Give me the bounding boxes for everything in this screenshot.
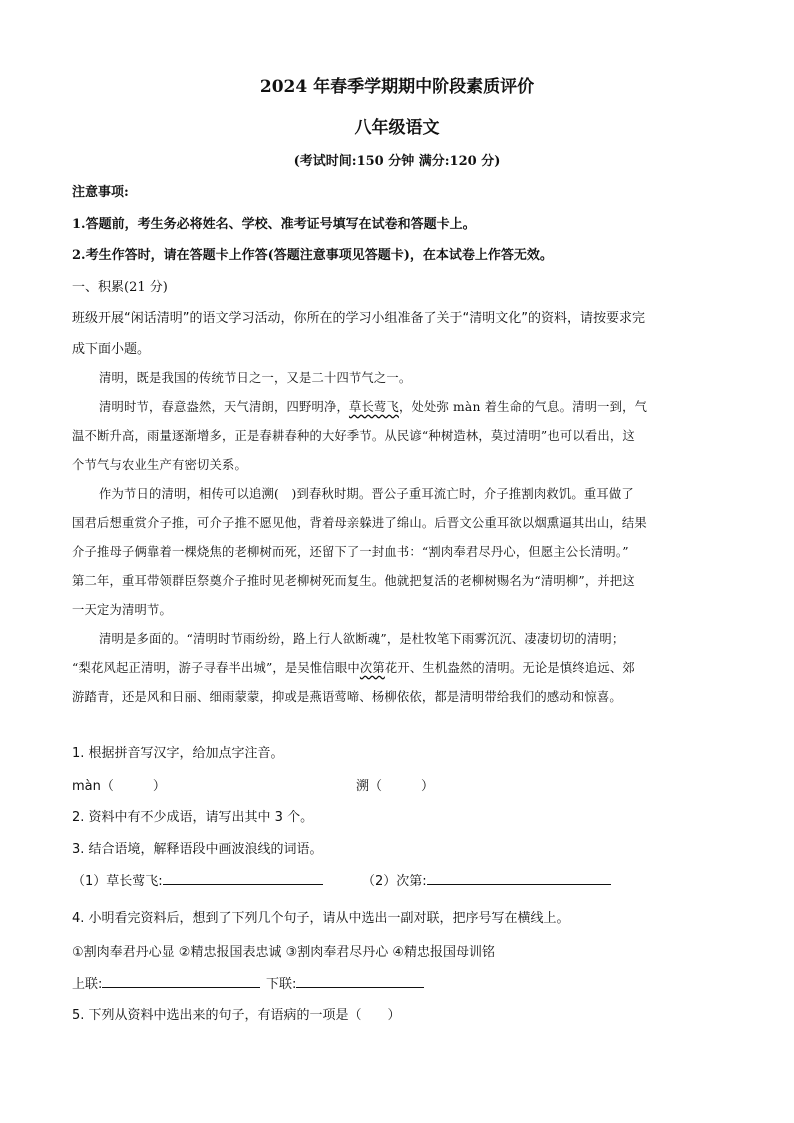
passage-paragraph-3-line5: 一天定为清明节。 bbox=[72, 603, 172, 617]
upper-couplet-label: 上联: bbox=[72, 977, 103, 992]
passage-paragraph-2-line1 bbox=[72, 393, 722, 422]
answer-line[interactable] bbox=[163, 870, 323, 885]
passage-paragraph-4-line1: 清明是多面的。“清明时节雨纷纷，路上行人欲断魂”，是杜牧笔下雨雾沉沉、凄凄切切的清明； bbox=[99, 632, 625, 646]
answer-line[interactable] bbox=[296, 973, 424, 988]
question-1-blank-man[interactable]: màn（ ） bbox=[72, 779, 166, 794]
question-1: 1. 根据拼音写汉字，给加点字注音。 bbox=[72, 746, 284, 761]
question-3-part1 bbox=[72, 870, 323, 889]
answer-line[interactable] bbox=[427, 870, 611, 885]
passage-paragraph-3-line1: 作为节日的清明，相传可以追溯( )到春秋时期。晋公子重耳流亡时，介子推割肉救饥。重耳做了 bbox=[99, 487, 634, 501]
passage-text: 清明时节，春意盎然，天气清朗，四野明净， bbox=[99, 400, 349, 414]
question-2: 2. 资料中有不少成语，请写出其中 3 个。 bbox=[72, 810, 314, 825]
answer-line[interactable] bbox=[102, 973, 260, 988]
lower-couplet-label: 下联: bbox=[266, 977, 297, 992]
question-3-label-2: （2）次第: bbox=[362, 874, 427, 889]
notes-item-1: 1.答题前，考生务必将姓名、学校、准考证号填写在试卷和答题卡上。 bbox=[72, 217, 476, 232]
section-intro-line1: 班级开展“闲话清明”的语文学习活动，你所在的学习小组准备了关于“清明文化”的资料，请按要求完 bbox=[72, 311, 645, 326]
question-5: 5. 下列从资料中选出来的句子，有语病的一项是（ ） bbox=[72, 1008, 401, 1023]
wavy-underlined-term: 草长莺飞 bbox=[348, 400, 399, 414]
passage-paragraph-3-line4: 第二年，重耳带领群臣祭奠介子推时见老柳树死而复生。他就把复活的老柳树赐名为“清明柳”，并把这 bbox=[72, 574, 635, 588]
question-4: 4. 小明看完资料后，想到了下列几个句子，请从中选出一副对联，把序号写在横线上。 bbox=[72, 911, 570, 926]
question-4-upper-couplet bbox=[72, 973, 260, 992]
passage-paragraph-3-line2: 国君后想重赏介子推，可介子推不愿见他，背着母亲躲进了绵山。后晋文公重耳欲以烟熏逼其出山，结果 bbox=[72, 516, 647, 530]
passage-text: ，处处弥 màn 着生命的气息。清明一到，气 bbox=[398, 400, 648, 414]
question-4-options: ①割肉奉君丹心显 ②精忠报国表忠诚 ③割肉奉君尽丹心 ④精忠报国母训铭 bbox=[72, 945, 496, 960]
question-1-blank-su[interactable]: 溯（ ） bbox=[356, 779, 435, 794]
question-3-label-1: （1）草长莺飞: bbox=[72, 874, 163, 889]
passage-paragraph-2-line3: 个节气与农业生产有密切关系。 bbox=[72, 458, 247, 472]
notes-item-2: 2.考生作答时，请在答题卡上作答(答题注意事项见答题卡)，在本试卷上作答无效。 bbox=[72, 248, 553, 263]
question-4-lower-couplet bbox=[266, 973, 424, 992]
exam-time-score: (考试时间:150 分钟 满分:120 分) bbox=[293, 154, 501, 169]
section-heading: 一、积累(21 分) bbox=[72, 280, 168, 295]
passage-paragraph-2-line2: 温不断升高，雨量逐渐增多，正是春耕春种的大好季节。从民谚“种树造林，莫过清明”也可以看出，这 bbox=[72, 429, 635, 443]
passage-paragraph-4-line3: 游踏青，还是风和日丽、细雨蒙蒙，抑或是燕语莺啼、杨柳依依，都是清明带给我们的感动和惊喜。 bbox=[72, 690, 622, 704]
passage-paragraph-4-line2 bbox=[72, 654, 722, 683]
question-3-part2 bbox=[362, 870, 611, 889]
passage-text: “梨花风起正清明，游子寻春半出城”，是吴惟信眼中 bbox=[72, 661, 360, 675]
reading-passage bbox=[72, 364, 722, 712]
question-3: 3. 结合语境，解释语段中画波浪线的词语。 bbox=[72, 842, 323, 857]
section-intro-line2: 成下面小题。 bbox=[72, 342, 151, 357]
notes-heading: 注意事项: bbox=[72, 185, 129, 200]
passage-paragraph-3-line3: 介子推母子俩靠着一棵烧焦的老柳树而死，还留下了一封血书：“割肉奉君尽丹心，但愿主公长清明。” bbox=[72, 545, 629, 559]
passage-paragraph-1: 清明，既是我国的传统节日之一，又是二十四节气之一。 bbox=[99, 371, 412, 385]
wavy-underlined-term: 次第 bbox=[359, 661, 385, 675]
exam-title: 2024 年春季学期期中阶段素质评价 bbox=[259, 77, 535, 97]
passage-text: 花开、生机盎然的清明。无论是慎终追远、郊 bbox=[384, 661, 635, 675]
exam-subtitle: 八年级语文 bbox=[354, 118, 440, 138]
